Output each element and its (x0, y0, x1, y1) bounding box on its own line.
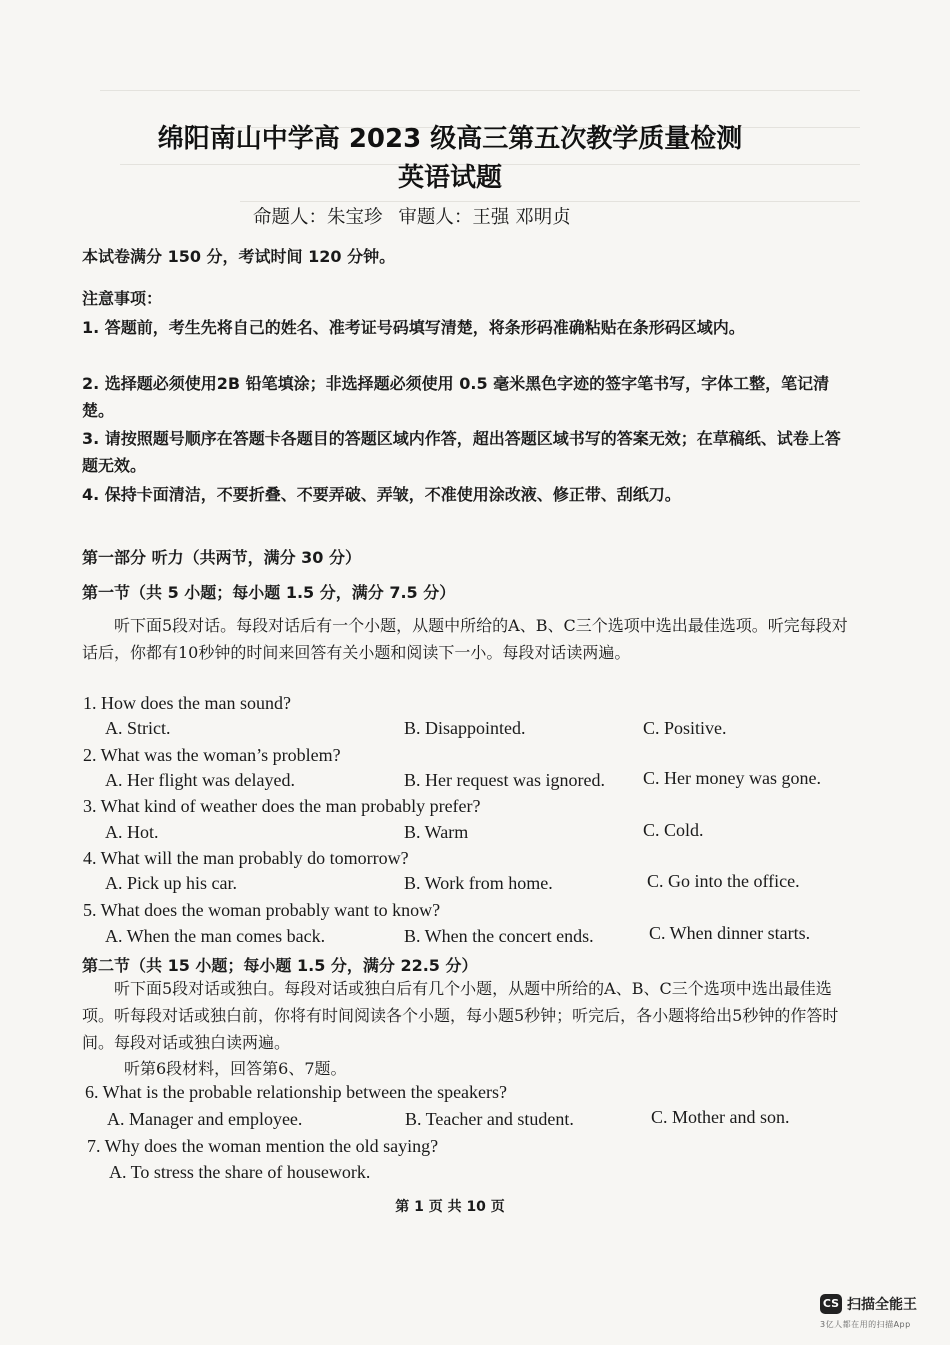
option-a: A. Her flight was delayed. (105, 770, 295, 790)
option-c: C. Her money was gone. (643, 768, 821, 788)
notice-item: 4. 保持卡面清洁，不要折叠、不要弄破、弄皱，不准使用涂改液、修正带、刮纸刀。 (82, 485, 681, 504)
option-a: A. Manager and employee. (107, 1109, 303, 1129)
section1-heading: 第一节（共 5 小题；每小题 1.5 分，满分 7.5 分） (82, 583, 456, 602)
option-b: B. Warm (404, 822, 469, 842)
option-c: C. Go into the office. (647, 871, 800, 891)
exam-title: 绵阳南山中学高 2023 级高三第五次教学质量检测 (157, 124, 743, 154)
question-stem: 5. What does the woman probably want to know? (83, 900, 441, 920)
option-a: A. Pick up his car. (105, 873, 237, 893)
question-stem: 6. What is the probable relationship between the speakers? (85, 1082, 508, 1102)
option-c: C. Mother and son. (651, 1107, 790, 1127)
reviewer-label: 审题人：王强 邓明贞 (398, 207, 571, 228)
scanner-app-name: 扫描全能王 (847, 1297, 917, 1313)
question-stem: 4. What will the man probably do tomorrow? (83, 848, 409, 868)
material6-note: 听第6段材料，回答第6、7题。 (124, 1059, 347, 1078)
part1-heading: 第一部分 听力（共两节，满分 30 分） (82, 548, 361, 567)
option-a: A. Strict. (105, 718, 171, 738)
question-stem: 7. Why does the woman mention the old saying? (87, 1136, 439, 1156)
section2-heading: 第二节（共 15 小题；每小题 1.5 分，满分 22.5 分） (82, 956, 478, 975)
option-c: C. Positive. (643, 718, 727, 738)
notice-item: 3. 请按照题号顺序在答题卡各题目的答题区域内作答，超出答题区域书写的答案无效；在草稿纸、试卷上答题无效。 (82, 429, 841, 475)
notice-item: 2. 选择题必须使用2B 铅笔填涂；非选择题必须使用 0.5 毫米黑色字迹的签字笔书写，字体工整，笔记清楚。 (82, 374, 830, 420)
exam-intro: 本试卷满分 150 分，考试时间 120 分钟。 (82, 247, 396, 266)
option-a: A. To stress the share of housework. (109, 1162, 371, 1182)
page-number-footer: 第 1 页 共 10 页 (395, 1199, 505, 1215)
question-stem: 2. What was the woman’s problem? (83, 745, 341, 765)
question-stem: 3. What kind of weather does the man probably prefer? (83, 796, 481, 816)
option-a: A. When the man comes back. (105, 926, 326, 946)
option-b: B. Her request was ignored. (404, 770, 605, 790)
option-c: C. Cold. (643, 820, 704, 840)
section2-instructions: 听下面5段对话或独白。每段对话或独白后有几个小题，从题中所给的A、B、C三个选项中选出最佳选项。听每段对话或独白前，你将有时间阅读各个小题，每小题5秒钟；听完后，各小题将给出5秒钟的作答时间。每段对话或独白读两遍。 (82, 979, 839, 1052)
option-c: C. When dinner starts. (649, 923, 811, 943)
exam-subject-title: 英语试题 (397, 163, 502, 193)
question-stem: 1. How does the man sound? (83, 693, 291, 713)
scanner-tagline: 3亿人都在用的扫描App (820, 1320, 911, 1329)
option-b: B. Work from home. (404, 873, 553, 893)
option-b: B. Teacher and student. (405, 1109, 574, 1129)
section1-instructions: 听下面5段对话。每段对话后有一个小题，从题中所给的A、B、C三个选项中选出最佳选项。听完每段对话后，你都有10秒钟的时间来回答有关小题和阅读下一小。每段对话读两遍。 (82, 616, 848, 662)
authors-line (253, 203, 581, 229)
option-a: A. Hot. (105, 822, 159, 842)
notice-heading: 注意事项： (82, 289, 163, 308)
camscanner-logo-icon: CS (820, 1294, 842, 1314)
notice-item: 1. 答题前，考生先将自己的姓名、准考证号码填写清楚，将条形码准确粘贴在条形码区域内。 (82, 318, 745, 337)
option-b: B. When the concert ends. (404, 926, 594, 946)
option-b: B. Disappointed. (404, 718, 526, 738)
setter-label: 命题人：朱宝珍 (253, 207, 383, 228)
